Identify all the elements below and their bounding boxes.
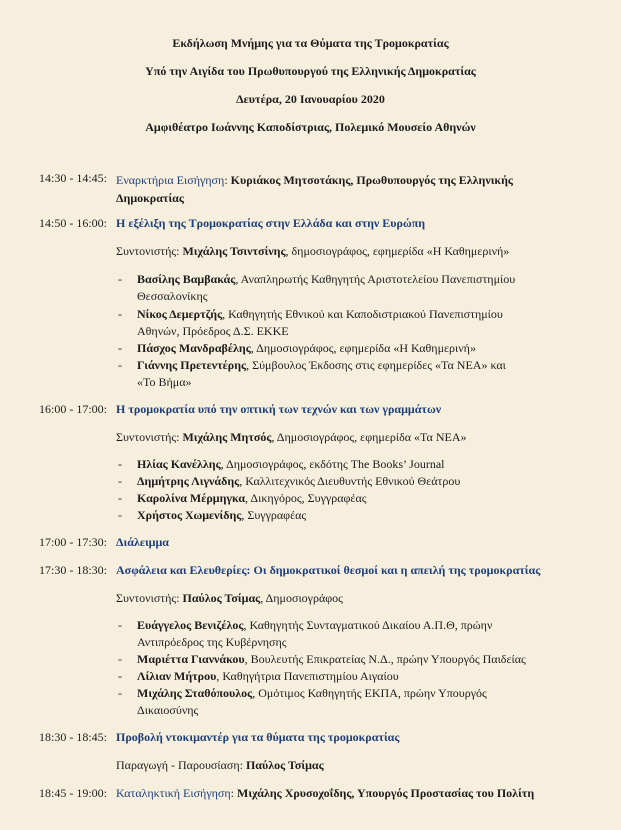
speaker-name: Γιάννης Πρετεντέρης	[137, 358, 247, 372]
session-1-speaker: Κυριάκος Μητσοτάκης, Πρωθυπουργός της Ελληνικής	[230, 173, 513, 187]
speaker-name: Νίκος Δεμερτζής	[137, 307, 223, 321]
speaker-desc: , Συγγραφέας	[241, 508, 307, 522]
speaker-desc: , Δικηγόρος, Συγγραφέας	[245, 491, 367, 505]
speaker-name: Καρολίνα Μέρμηγκα	[137, 491, 246, 505]
moderator-name: Μιχάλης Μητσός	[182, 430, 272, 444]
speaker-name: Βασίλης Βαμβακάς	[137, 272, 236, 286]
event-patronage: Υπό την Αιγίδα του Πρωθυπουργού της Ελληνικής Δημοκρατίας	[145, 64, 476, 78]
session-3-time: 16:00 - 17:00:	[39, 402, 107, 416]
speaker-desc-cont: Δικαιοσύνης	[137, 703, 199, 717]
session-1	[116, 171, 586, 207]
session-7-speaker: Μιχάλης Χρυσοχοΐδης, Υπουργός Προστασίας του Πολίτη	[237, 786, 535, 800]
bullet-dash: -	[118, 508, 122, 522]
moderator-label: Συντονιστής:	[116, 591, 180, 605]
speaker-desc-cont: Αθηνών, Πρόεδρος Δ.Σ. ΕΚΚΕ	[137, 324, 289, 338]
event-venue: Αμφιθέατρο Ιωάννης Καποδίστριας, Πολεμικό Μουσείο Αθηνών	[145, 120, 476, 134]
speaker-name: Ευάγγελος Βενιζέλος	[137, 618, 244, 632]
speaker-name: Δημήτρης Λιγνάδης	[137, 474, 240, 488]
bullet-dash: -	[118, 358, 122, 372]
speaker-desc: , Καλλιτεχνικός Διευθυντής Εθνικού Θεάτρου	[239, 474, 461, 488]
moderator-desc: , Δημοσιογράφος, εφημερίδα «Τα ΝΕΑ»	[271, 430, 467, 444]
moderator-desc: , δημοσιογράφος, εφημερίδα «Η Καθημερινή»	[285, 244, 510, 258]
speaker-desc-cont: Αντιπρόεδρος της Κυβέρνησης	[137, 635, 287, 649]
production-name: Παύλος Τσίμας	[245, 758, 324, 772]
event-title: Εκδήλωση Μνήμης για τα Θύματα της Τρομοκρατίας	[172, 36, 449, 50]
bullet-dash: -	[118, 341, 122, 355]
session-2-moderator	[116, 244, 509, 259]
session-6-production	[116, 758, 324, 773]
speaker-name: Χρήστος Χωμενίδης	[137, 508, 242, 522]
production-label: Παραγωγή - Παρουσίαση:	[116, 758, 243, 772]
moderator-label: Συντονιστής:	[116, 244, 180, 258]
session-5-title: Ασφάλεια και Ελευθερίες: Οι δημοκρατικοί θεσμοί και η απειλή της τρομοκρατίας	[116, 563, 541, 577]
session-4-time: 17:00 - 17:30:	[39, 535, 107, 549]
bullet-dash: -	[118, 491, 122, 505]
moderator-label: Συντονιστής:	[116, 430, 180, 444]
session-7-time: 18:45 - 19:00:	[39, 786, 107, 800]
speaker-desc: , Καθηγητής Συνταγματικού Δικαίου Α.Π.Θ, πρώην	[243, 618, 493, 632]
speaker-desc: , Καθηγητής Εθνικού και Καποδιστριακού Πανεπιστημίου	[222, 307, 503, 321]
session-3-title: Η τρομοκρατία υπό την οπτική των τεχνών και των γραμμάτων	[116, 402, 442, 416]
bullet-dash: -	[118, 474, 122, 488]
session-1-time: 14:30 - 14:45:	[39, 171, 107, 185]
speaker-name: Μαριέττα Γιαννάκου	[137, 652, 245, 666]
speaker-desc: , Αναπληρωτής Καθηγητής Αριστοτελείου Πανεπιστημίου	[235, 272, 516, 286]
session-6-time: 18:30 - 18:45:	[39, 730, 107, 744]
session-5-time: 17:30 - 18:30:	[39, 563, 107, 577]
bullet-dash: -	[118, 652, 122, 666]
speaker-desc-cont: «Το Βήμα»	[137, 375, 192, 389]
session-4-title: Διάλειμμα	[116, 535, 169, 549]
moderator-name: Παύλος Τσίμας	[182, 591, 261, 605]
session-6-title: Προβολή ντοκιμαντέρ για τα θύματα της τρομοκρατίας	[116, 730, 400, 744]
speaker-desc: , Σύμβουλος Έκδοσης στις εφημερίδες «Τα ΝΕΑ» και	[246, 358, 506, 372]
speaker-desc: , Βουλευτής Επικρατείας Ν.Δ., πρώην Υπουργός Παιδείας	[244, 652, 526, 666]
event-date: Δευτέρα, 20 Ιανουαρίου 2020	[236, 92, 385, 106]
moderator-desc: , Δημοσιογράφος	[260, 591, 343, 605]
speaker-desc: , Ομότιμος Καθηγητής ΕΚΠΑ, πρώην Υπουργός	[252, 686, 487, 700]
speaker-desc: , Δημοσιογράφος, εφημερίδα «Η Καθημερινή»	[250, 341, 476, 355]
bullet-dash: -	[118, 686, 122, 700]
session-5-moderator	[116, 591, 343, 606]
speaker-name: Λίλιαν Μήτρου	[137, 669, 217, 683]
bullet-dash: -	[118, 618, 122, 632]
session-1-speaker-cont: Δημοκρατίας	[116, 191, 184, 205]
session-1-title: Εναρκτήρια Εισήγηση	[116, 173, 225, 187]
speaker-desc: , Δημοσιογράφος, εκδότης The Books’ Journal	[220, 457, 445, 471]
session-3-moderator	[116, 430, 467, 445]
bullet-dash: -	[118, 272, 122, 286]
session-7	[116, 786, 534, 801]
bullet-dash: -	[118, 457, 122, 471]
session-7-title: Καταληκτική Εισήγηση	[116, 786, 231, 800]
speaker-desc-cont: Θεσσαλονίκης	[137, 289, 208, 303]
speaker-name: Ηλίας Κανέλλης	[137, 457, 221, 471]
speaker-desc: , Καθηγήτρια Πανεπιστημίου Αιγαίου	[216, 669, 399, 683]
session-1-colon: :	[224, 173, 228, 187]
session-2-title: Η εξέλιξη της Τρομοκρατίας στην Ελλάδα και στην Ευρώπη	[116, 216, 426, 230]
session-7-colon: :	[230, 786, 234, 800]
session-2-time: 14:50 - 16:00:	[39, 216, 107, 230]
moderator-name: Μιχάλης Τσιντσίνης	[182, 244, 286, 258]
bullet-dash: -	[118, 669, 122, 683]
speaker-name: Μιχάλης Σταθόπουλος	[137, 686, 253, 700]
speaker-name: Πάσχος Μανδραβέλης	[137, 341, 251, 355]
bullet-dash: -	[118, 307, 122, 321]
